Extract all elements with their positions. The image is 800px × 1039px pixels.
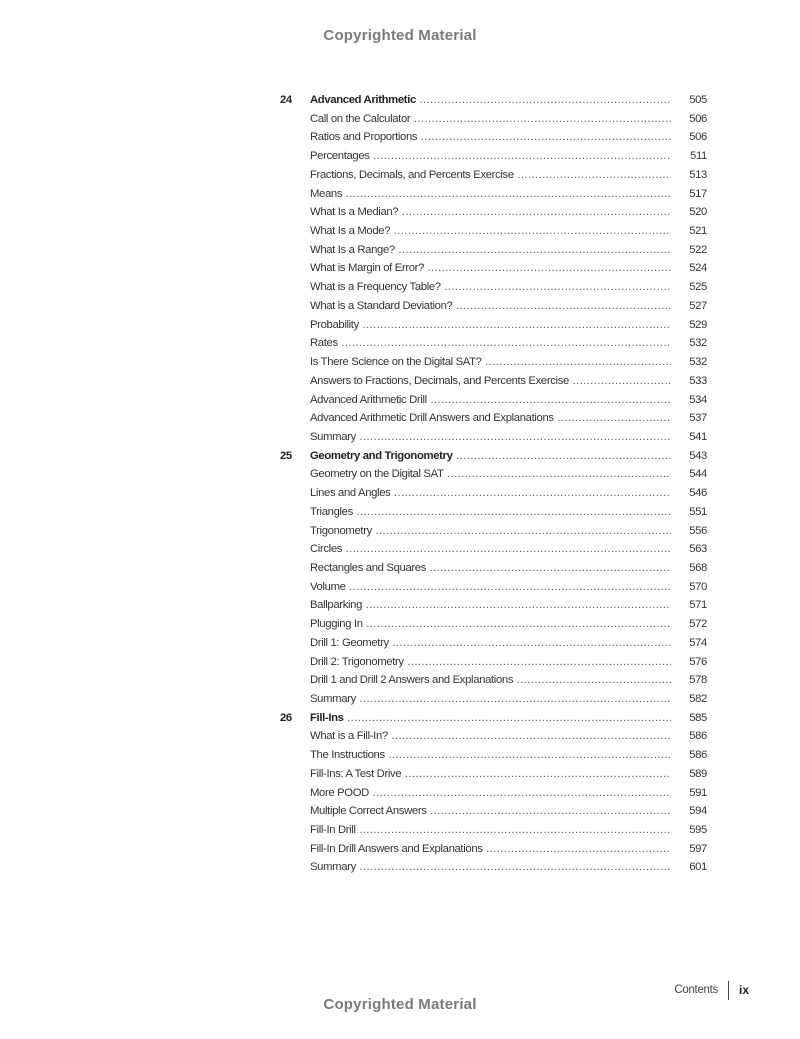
toc-page-number: 595 [689, 824, 707, 837]
toc-entry-row [280, 166, 707, 185]
toc-entry-row [280, 858, 707, 877]
toc-page-number: 586 [689, 749, 707, 762]
toc-page-number: 511 [690, 150, 707, 163]
toc-entry-title: More POOD ..... [310, 784, 671, 803]
toc-entry-row [280, 372, 707, 391]
toc-page-number: 534 [689, 393, 707, 406]
toc-entry-title: Rates ..... [310, 334, 671, 353]
toc-entry-title: Drill 2: Trigonometry ..... [310, 653, 671, 672]
toc-entry-row [280, 784, 707, 803]
toc-entry-title: Call on the Calculator ..... [310, 110, 671, 129]
toc-page-number: 556 [689, 524, 707, 537]
toc-entry-row [280, 596, 707, 615]
toc-entry-row [280, 802, 707, 821]
toc-entry-title: What is Margin of Error? ..... [310, 259, 671, 278]
toc-entry-title: What Is a Range? ..... [310, 241, 671, 260]
toc-page-number: 591 [689, 786, 707, 799]
toc-entry-title: Drill 1 and Drill 2 Answers and Explanations ..... [310, 671, 671, 690]
toc-entry-title: Fill-Ins: A Test Drive ..... [310, 765, 671, 784]
toc-page-number: 522 [689, 243, 707, 256]
toc-page-number: 521 [689, 225, 707, 238]
toc-entry-title: Trigonometry ..... [310, 522, 671, 541]
toc-page-number: 568 [689, 561, 707, 574]
toc-page-number: 589 [689, 767, 707, 780]
toc-entry-row [280, 821, 707, 840]
toc-page-number: 532 [689, 356, 707, 369]
toc-chapter-title: Geometry and Trigonometry ..... [310, 447, 671, 466]
toc-entry-title: Geometry on the Digital SAT ..... [310, 465, 671, 484]
toc-page-number: 525 [689, 281, 707, 294]
toc-page-number: 537 [689, 412, 707, 425]
toc-chapter-row [280, 447, 707, 466]
toc-chapter-title: Fill-Ins ..... [310, 709, 671, 728]
toc-entry-row [280, 840, 707, 859]
toc-entry-title: Rectangles and Squares ..... [310, 559, 671, 578]
toc-entry-row [280, 259, 707, 278]
toc-entry-title: Fill-In Drill ..... [310, 821, 671, 840]
toc-entry-row [280, 185, 707, 204]
toc-entry-row [280, 391, 707, 410]
toc-page-number: 506 [689, 112, 707, 125]
toc-entry-row [280, 634, 707, 653]
toc-entry-title: Fractions, Decimals, and Percents Exercise ..... [310, 166, 671, 185]
toc-entry-row [280, 503, 707, 522]
toc-entry-title: Fill-In Drill Answers and Explanations ..... [310, 840, 671, 859]
toc-entry-title: What is a Fill-In? ..... [310, 727, 671, 746]
toc-entry-title: Ballparking ..... [310, 596, 671, 615]
toc-entry-row [280, 203, 707, 222]
toc-entry-row [280, 727, 707, 746]
toc-page-number: 506 [689, 131, 707, 144]
toc-entry-title: Advanced Arithmetic Drill Answers and Explanations ..... [310, 409, 671, 428]
toc-chapter-title: Advanced Arithmetic ..... [310, 91, 671, 110]
toc-entry-row [280, 465, 707, 484]
toc-entry-row [280, 484, 707, 503]
toc-page-number: 597 [689, 842, 707, 855]
toc-entry-title: What Is a Mode? ..... [310, 222, 671, 241]
toc-entry-title: What Is a Median? ..... [310, 203, 671, 222]
toc-entry-title: Summary ..... [310, 690, 671, 709]
table-of-contents [280, 91, 707, 877]
toc-entry-row [280, 765, 707, 784]
toc-entry-title: What is a Frequency Table? ..... [310, 278, 671, 297]
toc-entry-title: Summary ..... [310, 858, 671, 877]
toc-chapter-number: 25 [280, 449, 292, 462]
footer-page-number: ix [738, 983, 749, 997]
toc-entry-row [280, 334, 707, 353]
toc-entry-title: Circles ..... [310, 540, 671, 559]
toc-page-number: 594 [689, 805, 707, 818]
toc-entry-title: What is a Standard Deviation? ..... [310, 297, 671, 316]
toc-entry-title: Advanced Arithmetic Drill ..... [310, 391, 671, 410]
toc-page-number: 582 [689, 693, 707, 705]
toc-entry-title: Probability ..... [310, 316, 671, 335]
toc-page-number: 601 [689, 861, 707, 874]
toc-chapter-number: 26 [280, 711, 292, 724]
toc-page-number: 533 [689, 374, 707, 387]
toc-entry-row [280, 522, 707, 541]
toc-page-number: 586 [689, 730, 707, 743]
toc-entry-row [280, 353, 707, 372]
toc-page-number: 570 [689, 580, 707, 593]
toc-entry-row [280, 540, 707, 559]
toc-page-number: 524 [689, 262, 707, 275]
toc-entry-title: Percentages ..... [310, 147, 671, 166]
toc-entry-title: Plugging In ..... [310, 615, 671, 634]
toc-entry-row [280, 241, 707, 260]
toc-entry-row [280, 110, 707, 129]
toc-page-number: 574 [689, 636, 707, 649]
toc-entry-title: Triangles ..... [310, 503, 671, 522]
toc-entry-row [280, 578, 707, 597]
toc-entry-row [280, 615, 707, 634]
toc-page-number: 572 [689, 618, 707, 631]
toc-entry-title: Volume ..... [310, 578, 671, 597]
toc-page-number: 520 [689, 206, 707, 219]
toc-entry-title: Ratios and Proportions ..... [310, 128, 671, 147]
toc-entry-title: The Instructions ..... [310, 746, 671, 765]
toc-chapter-number: 24 [280, 94, 292, 106]
toc-entry-row [280, 222, 707, 241]
copyright-watermark-top: Copyrighted Material [323, 27, 477, 44]
toc-entry-row [280, 559, 707, 578]
toc-page-number: 571 [689, 599, 707, 612]
toc-entry-title: Is There Science on the Digital SAT? ..... [310, 353, 671, 372]
toc-entry-title: Summary ..... [310, 428, 671, 447]
copyright-watermark-bottom: Copyrighted Material [323, 996, 477, 1013]
toc-entry-row [280, 128, 707, 147]
toc-entry-row [280, 653, 707, 672]
toc-entry-row [280, 671, 707, 690]
toc-entry-row [280, 409, 707, 428]
toc-page-number: 513 [689, 168, 707, 181]
toc-page-number: 529 [689, 318, 707, 331]
toc-page-number: 563 [689, 543, 707, 556]
toc-chapter-row [280, 91, 707, 110]
toc-entry-row [280, 147, 707, 166]
toc-entry-title: Means ..... [310, 185, 671, 204]
toc-page-number: 546 [689, 487, 707, 500]
toc-page-number: 576 [689, 655, 707, 668]
toc-entry-row [280, 297, 707, 316]
toc-page-number: 585 [689, 711, 707, 724]
toc-page-number: 532 [689, 337, 707, 350]
toc-entry-row [280, 316, 707, 335]
toc-entry-row [280, 428, 707, 447]
toc-page-number: 527 [689, 299, 707, 312]
toc-page-number: 578 [689, 674, 707, 687]
toc-page-number: 544 [689, 468, 707, 481]
toc-entry-title: Drill 1: Geometry ..... [310, 634, 671, 653]
toc-page-number: 551 [689, 505, 707, 518]
toc-entry-title: Lines and Angles ..... [310, 484, 671, 503]
toc-page-number: 505 [689, 94, 707, 106]
toc-entry-title: Answers to Fractions, Decimals, and Percents Exercise ..... [310, 372, 671, 391]
toc-page-number: 543 [689, 449, 707, 462]
toc-entry-row [280, 278, 707, 297]
toc-page-number: 541 [689, 430, 707, 443]
toc-entry-row [280, 690, 707, 709]
toc-page-number: 517 [689, 187, 707, 200]
toc-entry-title: Multiple Correct Answers ..... [310, 802, 671, 821]
toc-chapter-row [280, 709, 707, 728]
footer-section-label: Contents [674, 984, 718, 996]
toc-entry-row [280, 746, 707, 765]
